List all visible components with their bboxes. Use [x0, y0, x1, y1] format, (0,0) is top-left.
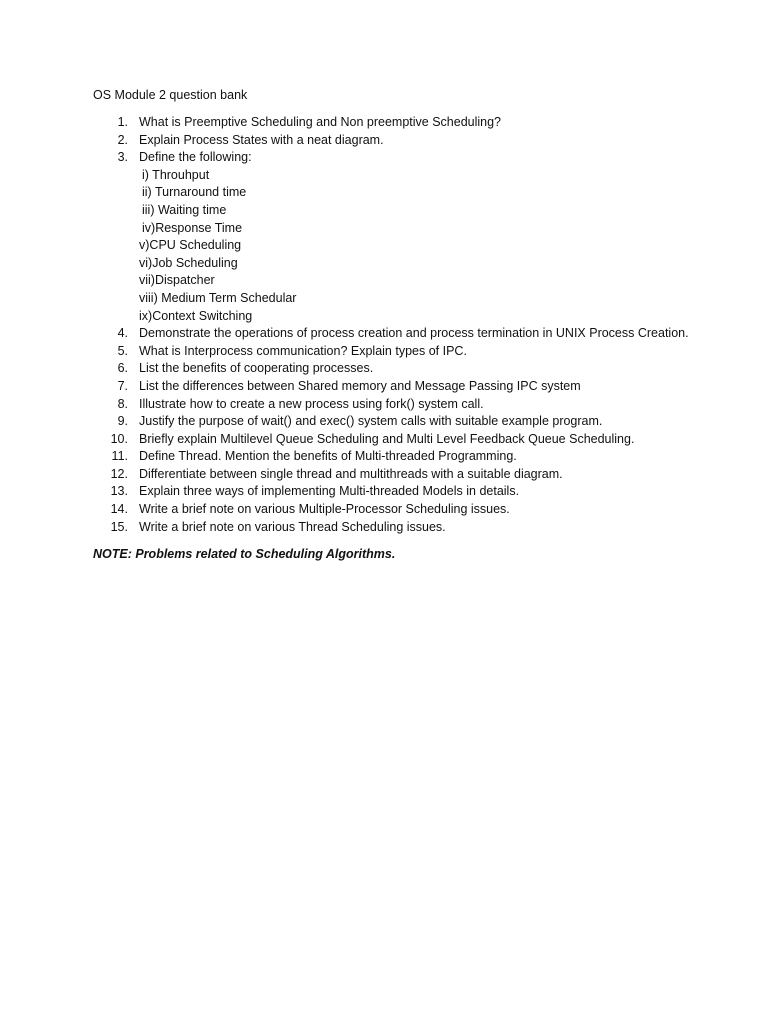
question-text: Write a brief note on various Thread Scheduling issues. — [139, 519, 446, 534]
sub-item — [93, 220, 753, 238]
question-item — [93, 483, 753, 501]
question-text: Demonstrate the operations of process creation and process termination in UNIX Process Creation. — [139, 326, 689, 341]
question-number: 15. — [110, 519, 128, 534]
question-number: 11. — [111, 449, 128, 464]
question-item — [93, 114, 753, 132]
question-text: Explain Process States with a neat diagram. — [139, 132, 384, 147]
sub-item-text: iii) Waiting time — [142, 202, 227, 217]
question-item — [93, 149, 753, 167]
question-number: 2. — [117, 132, 128, 147]
question-text: What is Interprocess communication? Explain types of IPC. — [139, 343, 467, 358]
sub-item — [93, 255, 753, 273]
question-text: List the benefits of cooperating processes. — [139, 361, 374, 376]
question-number: 9. — [117, 414, 128, 429]
question-text: Differentiate between single thread and multithreads with a suitable diagram. — [139, 466, 563, 481]
question-text: Define Thread. Mention the benefits of Multi-threaded Programming. — [139, 449, 517, 464]
question-text: Define the following: — [139, 150, 252, 165]
question-item — [93, 431, 753, 449]
question-number: 6. — [117, 361, 128, 376]
question-text: Briefly explain Multilevel Queue Scheduling and Multi Level Feedback Queue Scheduling. — [139, 431, 635, 446]
question-number: 12. — [110, 466, 128, 481]
question-item — [93, 466, 753, 484]
question-text: Explain three ways of implementing Multi-threaded Models in details. — [139, 484, 520, 499]
question-number: 3. — [117, 150, 128, 165]
sub-item-text: iv)Response Time — [142, 220, 243, 235]
sub-item-text: vii)Dispatcher — [139, 273, 215, 288]
question-number: 13. — [110, 484, 128, 499]
question-item — [93, 132, 753, 150]
question-number: 1. — [117, 115, 128, 129]
document-title: OS Module 2 question bank — [93, 88, 248, 102]
sub-item-text: ix)Context Switching — [139, 308, 253, 323]
sub-item-text: ii) Turnaround time — [142, 185, 247, 200]
question-number: 8. — [117, 396, 128, 411]
sub-item — [93, 202, 753, 220]
question-item — [93, 413, 753, 431]
question-text: Justify the purpose of wait() and exec() system calls with suitable example program. — [139, 414, 603, 429]
sub-item — [93, 167, 753, 185]
question-item — [93, 501, 753, 519]
question-list — [93, 114, 753, 536]
question-item — [93, 396, 753, 414]
question-item — [93, 343, 753, 361]
question-item — [93, 448, 753, 466]
question-text: Illustrate how to create a new process using fork() system call. — [139, 396, 484, 411]
sub-item — [93, 308, 753, 326]
question-number: 4. — [117, 326, 128, 341]
question-item — [93, 360, 753, 378]
question-number: 7. — [117, 378, 128, 393]
sub-item — [93, 237, 753, 255]
sub-item — [93, 272, 753, 290]
question-text: List the differences between Shared memory and Message Passing IPC system — [139, 378, 581, 393]
question-number: 10. — [110, 431, 128, 446]
question-number: 5. — [117, 343, 128, 358]
question-item — [93, 519, 753, 537]
sub-item-text: v)CPU Scheduling — [139, 238, 242, 253]
question-text: What is Preemptive Scheduling and Non preemptive Scheduling? — [139, 115, 502, 129]
sub-item-text: i) Throuhput — [142, 167, 210, 182]
question-text: Write a brief note on various Multiple-Processor Scheduling issues. — [139, 502, 510, 517]
note-text: NOTE: Problems related to Scheduling Algorithms. — [93, 547, 396, 561]
question-item — [93, 378, 753, 396]
question-item — [93, 325, 753, 343]
sub-item-text: vi)Job Scheduling — [139, 255, 238, 270]
sub-item-text: viii) Medium Term Schedular — [139, 290, 297, 305]
question-number: 14. — [110, 502, 128, 517]
sub-item — [93, 184, 753, 202]
sub-item — [93, 290, 753, 308]
